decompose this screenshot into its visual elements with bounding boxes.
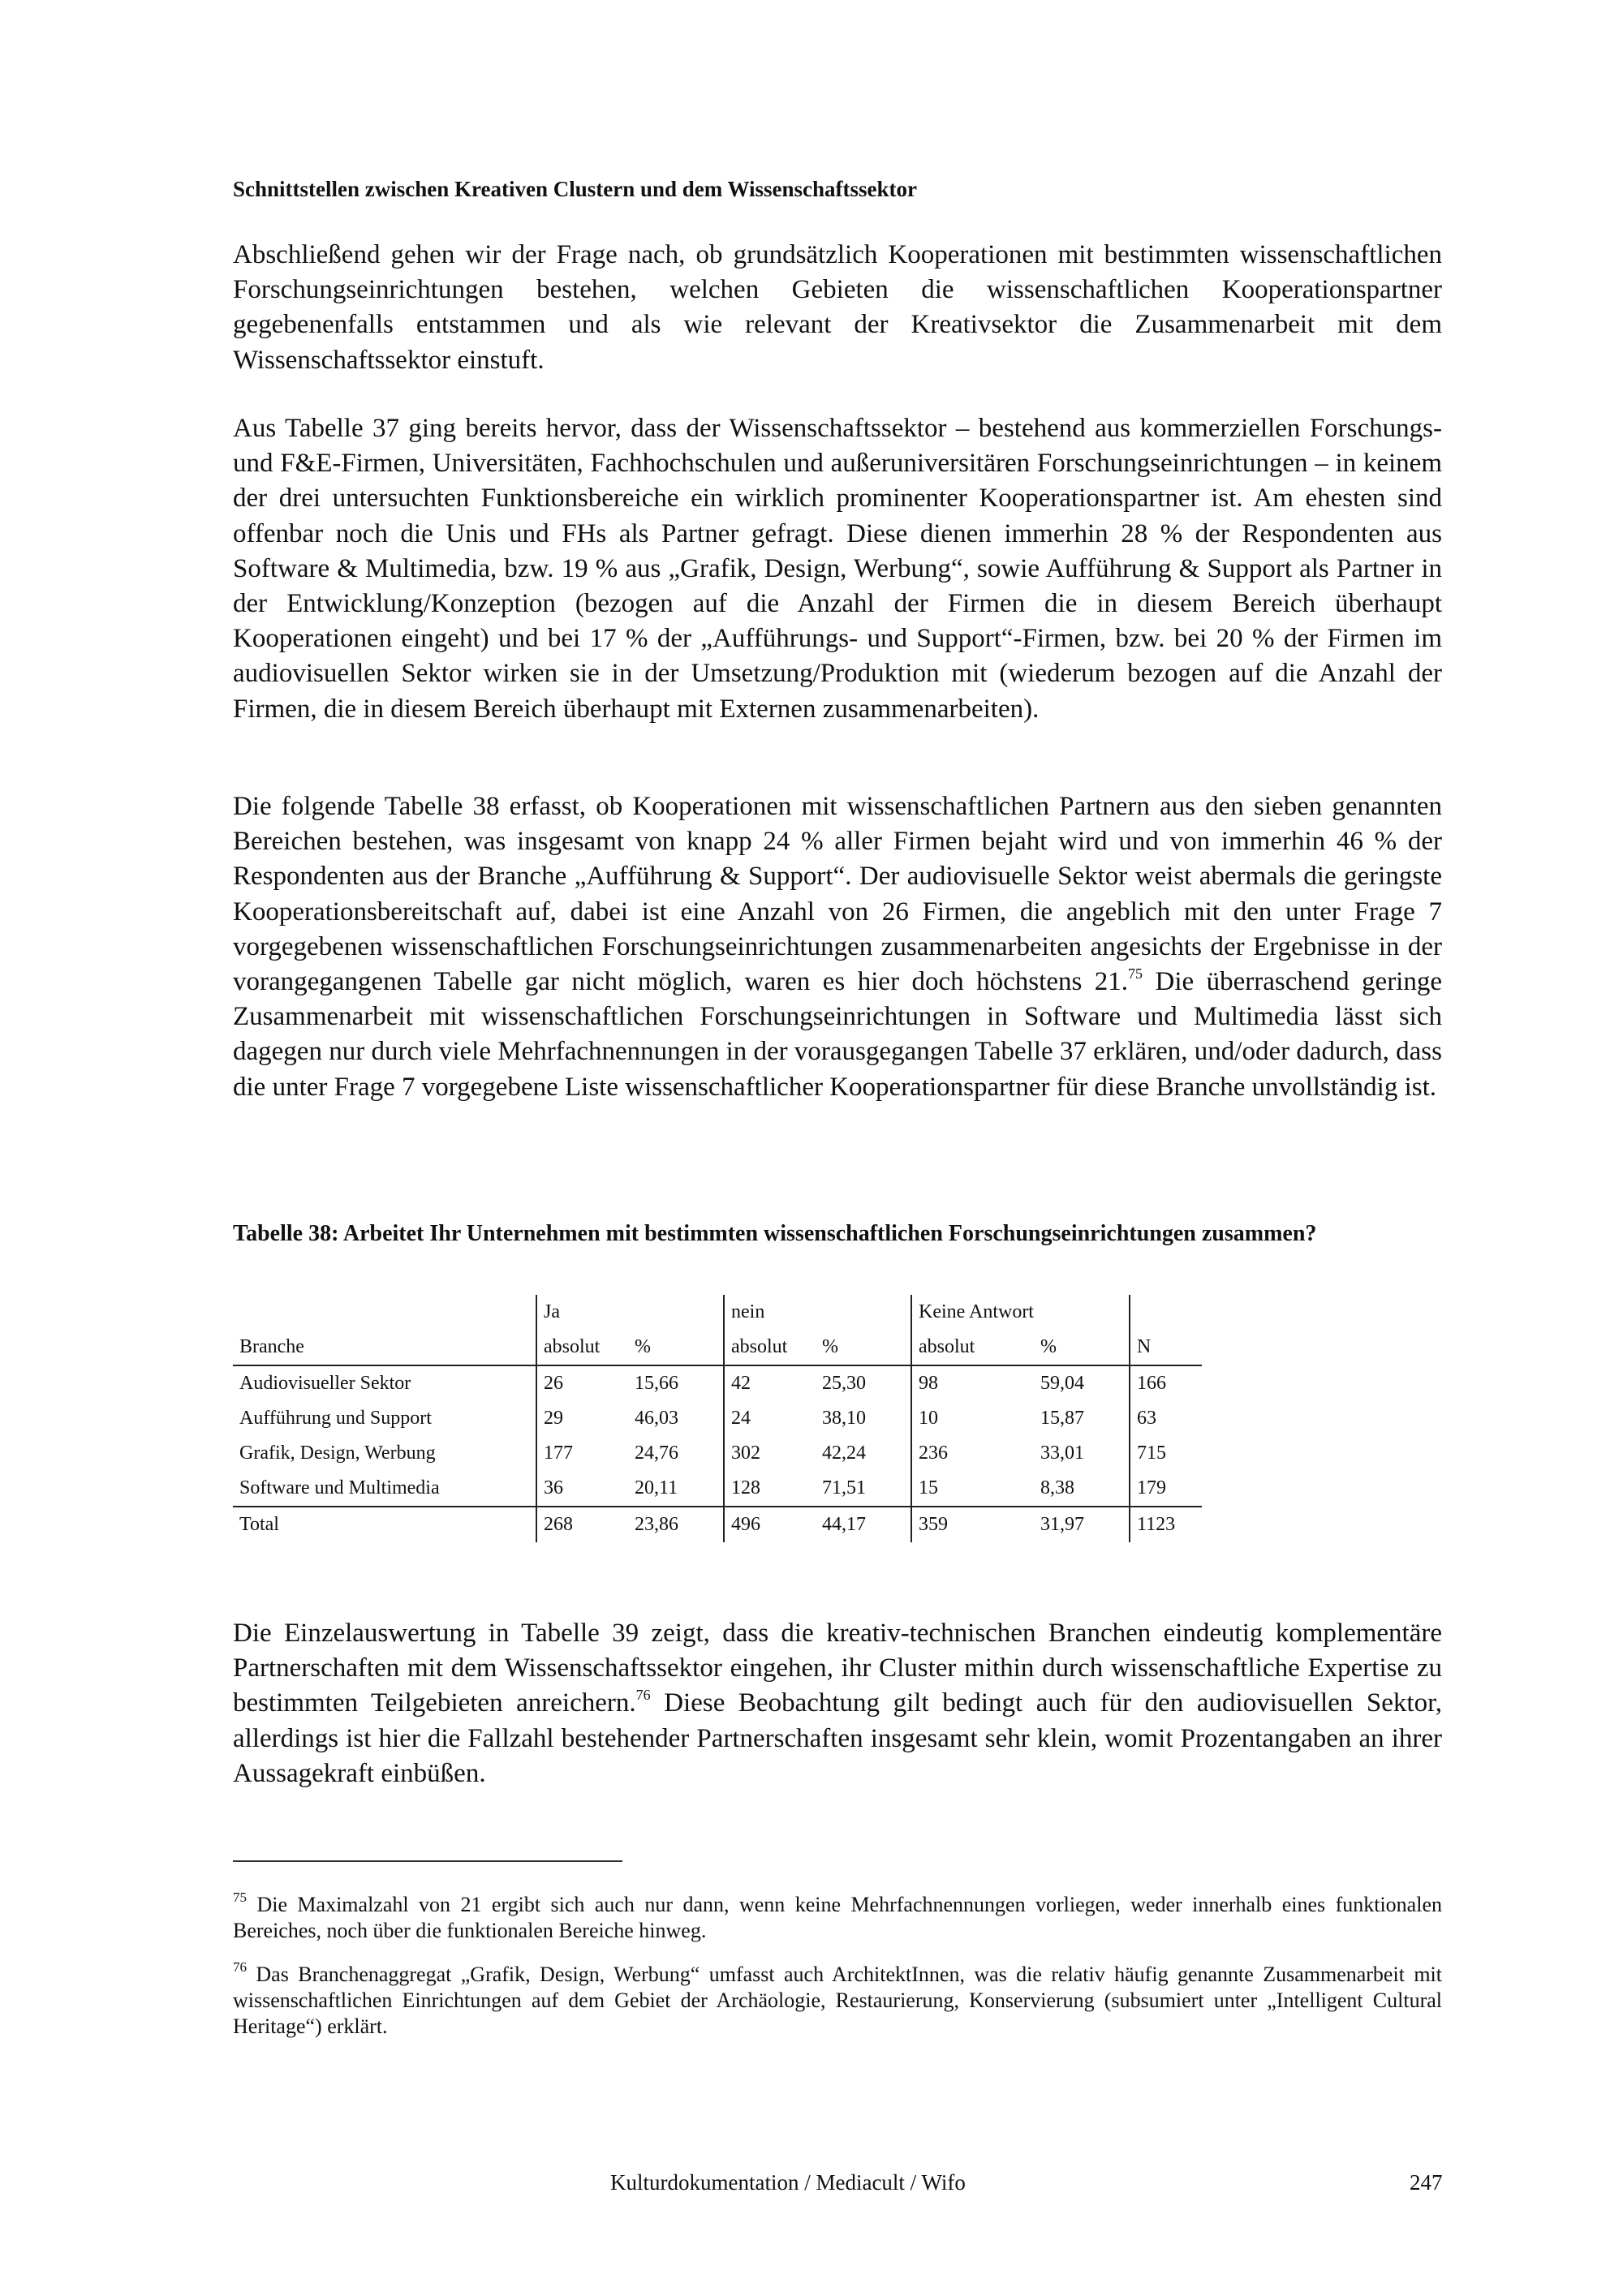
table-cell: 23,86	[635, 1514, 678, 1535]
table-cell: 42	[724, 1365, 816, 1401]
table-caption: Tabelle 38: Arbeitet Ihr Unternehmen mit bestimmten wissenschaftlichen Forschungseinrichtungen zusammen?	[233, 1221, 1317, 1246]
table-cell: 42,24	[822, 1443, 866, 1464]
column-header: %	[1034, 1330, 1130, 1365]
footnote-76	[233, 1959, 1442, 2040]
footnote-ref-76[interactable]: 76	[635, 1687, 651, 1704]
table-cell: 15	[911, 1471, 1034, 1507]
footnote-ref-75[interactable]: 75	[1128, 965, 1143, 982]
paragraph-text: Die Einzelauswertung in Tabelle 39 zeigt, dass die kreativ-technischen Branchen eindeutig komplementäre Partnerschaften mit dem Wissenschaftssektor eingehen, ihr Cluster mithin durch wissenschaftliche Expertise zu bestimmten Teilgebieten anreichern.	[233, 1619, 1442, 1718]
group-header-keine-antwort: Keine Antwort	[911, 1295, 1034, 1330]
column-header: %	[628, 1330, 724, 1365]
column-header: %	[816, 1330, 911, 1365]
table-cell: 33,01	[1040, 1443, 1084, 1464]
table-cell: Software und Multimedia	[233, 1471, 536, 1507]
table-cell: 128	[724, 1471, 816, 1507]
table-cell: 302	[724, 1436, 816, 1471]
table-row	[233, 1365, 1202, 1401]
table-total-row	[233, 1507, 1202, 1542]
table-cell: Total	[239, 1514, 279, 1535]
group-header-nein: nein	[724, 1295, 816, 1330]
table-cell: 38,10	[822, 1408, 866, 1429]
table-cell: 31,97	[1040, 1514, 1084, 1535]
column-header: Branche	[233, 1330, 536, 1365]
paragraph-intro: Abschließend gehen wir der Frage nach, ob grundsätzlich Kooperationen mit bestimmten wissenschaftlichen Forschungseinrichtungen bestehen, welchen Gebieten die wissenschaftlichen Kooperationspartner gegebenenfalls entstammen und als wie relevant der Kreativsektor die Zusammenarbeit mit dem Wissenschaftssektor einstuft.	[233, 240, 1442, 375]
section-heading: Schnittstellen zwischen Kreativen Clustern und dem Wissenschaftssektor	[233, 177, 918, 201]
table-cell: 177	[536, 1436, 628, 1471]
footnote-number: 75	[233, 1890, 247, 1906]
footnote-divider	[233, 1860, 622, 1862]
table-cell: 71,51	[816, 1471, 911, 1507]
table-cell: 36	[536, 1471, 628, 1507]
paragraph-table39	[233, 1616, 1442, 1791]
column-header: absolut	[536, 1330, 628, 1365]
table-row	[233, 1471, 1202, 1507]
table-cell: 715	[1130, 1436, 1202, 1471]
group-header-ja: Ja	[536, 1295, 628, 1330]
footnote-75	[233, 1892, 1442, 1944]
column-header: N	[1130, 1330, 1202, 1365]
table-cell: 10	[911, 1401, 1034, 1436]
column-header: absolut	[724, 1330, 816, 1365]
table-cell: Audiovisueller Sektor	[239, 1373, 411, 1394]
table-cell: Grafik, Design, Werbung	[239, 1443, 436, 1464]
footnote-text: Die Maximalzahl von 21 ergibt sich auch nur dann, wenn keine Mehrfachnennungen vorliegen, weder innerhalb eines funktionalen Bereiches, noch über die funktionalen Bereiche hinweg.	[233, 1893, 1442, 1942]
table-cell: 98	[911, 1365, 1034, 1401]
table-cell: 24,76	[635, 1443, 678, 1464]
table-cell: 179	[1130, 1471, 1202, 1507]
paragraph-text: Die überraschend geringe Zusammenarbeit mit wissenschaftlichen Forschungseinrichtungen in Software und Multimedia lässt sich dagegen nur durch viele Mehrfachnennungen in der vorausgegangen Tabelle 37 erklären, und/oder dadurch, dass die unter Frage 7 vorgegebene Liste wissenschaftlicher Kooperationspartner für diese Branche unvollständig ist.	[233, 967, 1442, 1102]
paragraph-text: Die folgende Tabelle 38 erfasst, ob Kooperationen mit wissenschaftlichen Partnern aus den sieben genannten Bereichen bestehen, was insgesamt von knapp 24 % aller Firmen bejaht wird und von immerhin 46 % der Respondenten aus der Branche „Aufführung & Support“. Der audiovisuelle Sektor weist abermals die geringste Kooperationsbereitschaft auf, dabei ist eine Anzahl von 26 Firmen, die angeblich mit den unter Frage 7 vorgegebenen wissenschaftlichen Forschungseinrichtungen zusammenarbeiten angesichts der Ergebnisse in der vorangegangenen Tabelle gar nicht möglich, waren es hier doch höchstens 21.	[233, 792, 1442, 997]
table-cell: 20,11	[628, 1471, 724, 1507]
table-cell: 166	[1130, 1365, 1202, 1401]
table-cell: 59,04	[1040, 1373, 1084, 1394]
paragraph-text: Diese Beobachtung gilt bedingt auch für den audiovisuellen Sektor, allerdings ist hier die Fallzahl bestehender Partnerschaften insgesamt sehr klein, womit Prozentangaben an ihrer Aussagekraft einbüßen.	[233, 1688, 1443, 1788]
footnote-number: 76	[233, 1959, 247, 1976]
table-cell: 236	[911, 1436, 1034, 1471]
table-cell: 63	[1130, 1401, 1202, 1436]
table-group-header-row	[233, 1295, 1202, 1330]
table-cell: 8,38	[1034, 1471, 1130, 1507]
table-cell: 24	[724, 1401, 816, 1436]
table-cell: 15,66	[635, 1373, 678, 1394]
table-cell: 44,17	[822, 1514, 866, 1535]
table-sub-header-row	[233, 1330, 1202, 1365]
paragraph-table38	[233, 789, 1442, 1105]
footnote-text: Das Branchenaggregat „Grafik, Design, Werbung“ umfasst auch ArchitektInnen, was die relativ häufig genannte Zusammenarbeit mit wissenschaftlichen Einrichtungen auf dem Gebiet der Archäologie, Restaurierung, Konservierung (subsumiert unter „Intelligent Cultural Heritage“) erklärt.	[233, 1963, 1442, 2038]
table-cell: 29	[536, 1401, 628, 1436]
table-cell: Aufführung und Support	[239, 1408, 432, 1429]
table-cell: 25,30	[822, 1373, 866, 1394]
table-cell: 359	[911, 1507, 1034, 1542]
column-header: absolut	[911, 1330, 1034, 1365]
table-row	[233, 1436, 1202, 1471]
page-number: 247	[1410, 2170, 1443, 2195]
table-cell: 496	[724, 1507, 816, 1542]
table-cell: 26	[536, 1365, 628, 1401]
table-row	[233, 1401, 1202, 1436]
data-table	[233, 1295, 1202, 1542]
table-cell: 268	[536, 1507, 628, 1542]
table-cell: 15,87	[1040, 1408, 1084, 1429]
paragraph-table37: Aus Tabelle 37 ging bereits hervor, dass der Wissenschaftssektor – bestehend aus kommerziellen Forschungs- und F&E-Firmen, Universitäten, Fachhochschulen und außeruniversitären Forschungseinrichtungen – in keinem der drei untersuchten Funktionsbereiche ein wirklich prominenter Kooperationspartner ist. Am ehesten sind offenbar noch die Unis und FHs als Partner gefragt. Diese dienen immerhin 28 % der Respondenten aus Software & Multimedia, bzw. 19 % aus „Grafik, Design, Werbung“, sowie Aufführung & Support als Partner in der Entwicklung/Konzeption (bezogen auf die Anzahl der Firmen die in diesem Bereich überhaupt Kooperationen eingeht) und bei 17 % der „Aufführungs- und Support“-Firmen, bzw. bei 20 % der Firmen im audiovisuellen Sektor wirken sie in der Umsetzung/Produktion mit (wiederum bezogen auf die Anzahl der Firmen, die in diesem Bereich überhaupt mit Externen zusammenarbeiten).	[233, 414, 1442, 724]
table-cell: 1123	[1130, 1507, 1202, 1542]
footer-source: Kulturdokumentation / Mediacult / Wifo	[610, 2170, 966, 2195]
table-cell: 46,03	[635, 1408, 678, 1429]
